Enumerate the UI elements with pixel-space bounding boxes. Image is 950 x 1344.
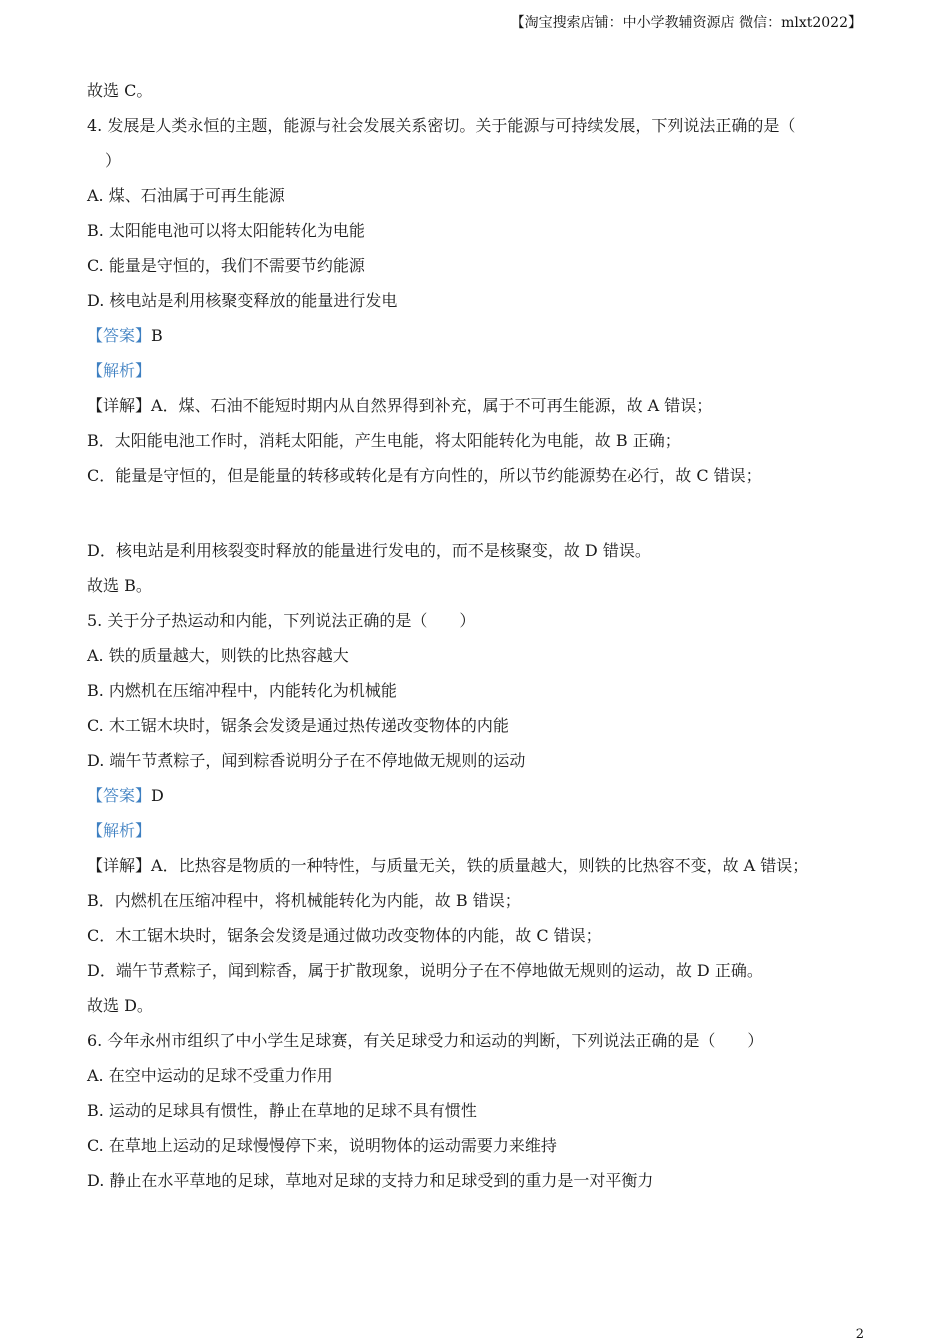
question-5-option-b: B. 内燃机在压缩冲程中，内能转化为机械能 (87, 681, 397, 700)
question-5-option-d: D. 端午节煮粽子，闻到粽香说明分子在不停地做无规则的运动 (87, 751, 526, 770)
question-4-analysis-label: 【解析】 (87, 361, 152, 380)
choose-c-line: 故选 C。 (87, 81, 153, 100)
answer-label: 【答案】 (87, 786, 152, 805)
question-4-detail-c: C．能量是守恒的，但是能量的转移或转化是有方向性的，所以节约能源势在必行，故 C 错误； (87, 466, 762, 485)
question-6-option-c: C. 在草地上运动的足球慢慢停下来，说明物体的运动需要力来维持 (87, 1136, 557, 1155)
detail-text: A．比热容是物质的一种特性，与质量无关，铁的质量越大，则铁的比热容不变，故 A 错误； (151, 856, 809, 875)
question-5-stem: 5. 关于分子热运动和内能，下列说法正确的是（ ） (87, 611, 476, 630)
question-4-option-b: B. 太阳能电池可以将太阳能转化为电能 (87, 221, 365, 240)
question-4-answer (87, 318, 867, 353)
question-5-option-c: C. 木工锯木块时，锯条会发烫是通过热传递改变物体的内能 (87, 716, 509, 735)
choose-d-line: 故选 D。 (87, 996, 153, 1015)
document-body (87, 73, 867, 1198)
answer-value: B (151, 326, 163, 345)
question-4-stem: 4. 发展是人类永恒的主题，能源与社会发展关系密切。关于能源与可持续发展，下列说法正确的是（ (87, 116, 796, 135)
question-6-option-b: B. 运动的足球具有惯性，静止在草地的足球不具有惯性 (87, 1101, 477, 1120)
question-5-option-a: A. 铁的质量越大，则铁的比热容越大 (87, 646, 349, 665)
question-4-detail-b: B．太阳能电池工作时，消耗太阳能，产生电能，将太阳能转化为电能，故 B 正确； (87, 431, 681, 450)
question-5-detail-a (87, 848, 867, 883)
choose-b-line: 故选 B。 (87, 576, 152, 595)
question-6-option-d: D. 静止在水平草地的足球，草地对足球的支持力和足球受到的重力是一对平衡力 (87, 1171, 654, 1190)
question-5-analysis-label: 【解析】 (87, 821, 152, 840)
detail-label: 【详解】 (87, 856, 152, 875)
question-5-detail-c: C．木工锯木块时，锯条会发烫是通过做功改变物体的内能，故 C 错误； (87, 926, 602, 945)
question-4-detail-a (87, 388, 867, 423)
question-5-detail-d: D．端午节煮粽子，闻到粽香，属于扩散现象，说明分子在不停地做无规则的运动，故 D 正确。 (87, 961, 763, 980)
answer-value: D (151, 786, 164, 805)
question-5-detail-b: B．内燃机在压缩冲程中，将机械能转化为内能，故 B 错误； (87, 891, 521, 910)
question-4-detail-d: D．核电站是利用核裂变时释放的能量进行发电的，而不是核聚变，故 D 错误。 (87, 541, 651, 560)
question-4-option-d: D. 核电站是利用核聚变释放的能量进行发电 (87, 291, 398, 310)
question-4-option-a: A. 煤、石油属于可再生能源 (87, 186, 285, 205)
detail-text: A．煤、石油不能短时期内从自然界得到补充，属于不可再生能源，故 A 错误； (151, 396, 713, 415)
answer-label: 【答案】 (87, 326, 152, 345)
header-store-note: 【淘宝搜索店铺：中小学教辅资源店 微信：mlxt2022】 (510, 15, 862, 31)
question-4-stem-continuation: ） (105, 151, 122, 170)
question-4-option-c: C. 能量是守恒的，我们不需要节约能源 (87, 256, 365, 275)
page-number: 2 (855, 1327, 864, 1342)
detail-label: 【详解】 (87, 396, 152, 415)
paragraph-gap (87, 493, 867, 533)
question-6-option-a: A. 在空中运动的足球不受重力作用 (87, 1066, 333, 1085)
question-6-stem: 6. 今年永州市组织了中小学生足球赛，有关足球受力和运动的判断，下列说法正确的是（ ） (87, 1031, 764, 1050)
question-5-answer (87, 778, 867, 813)
